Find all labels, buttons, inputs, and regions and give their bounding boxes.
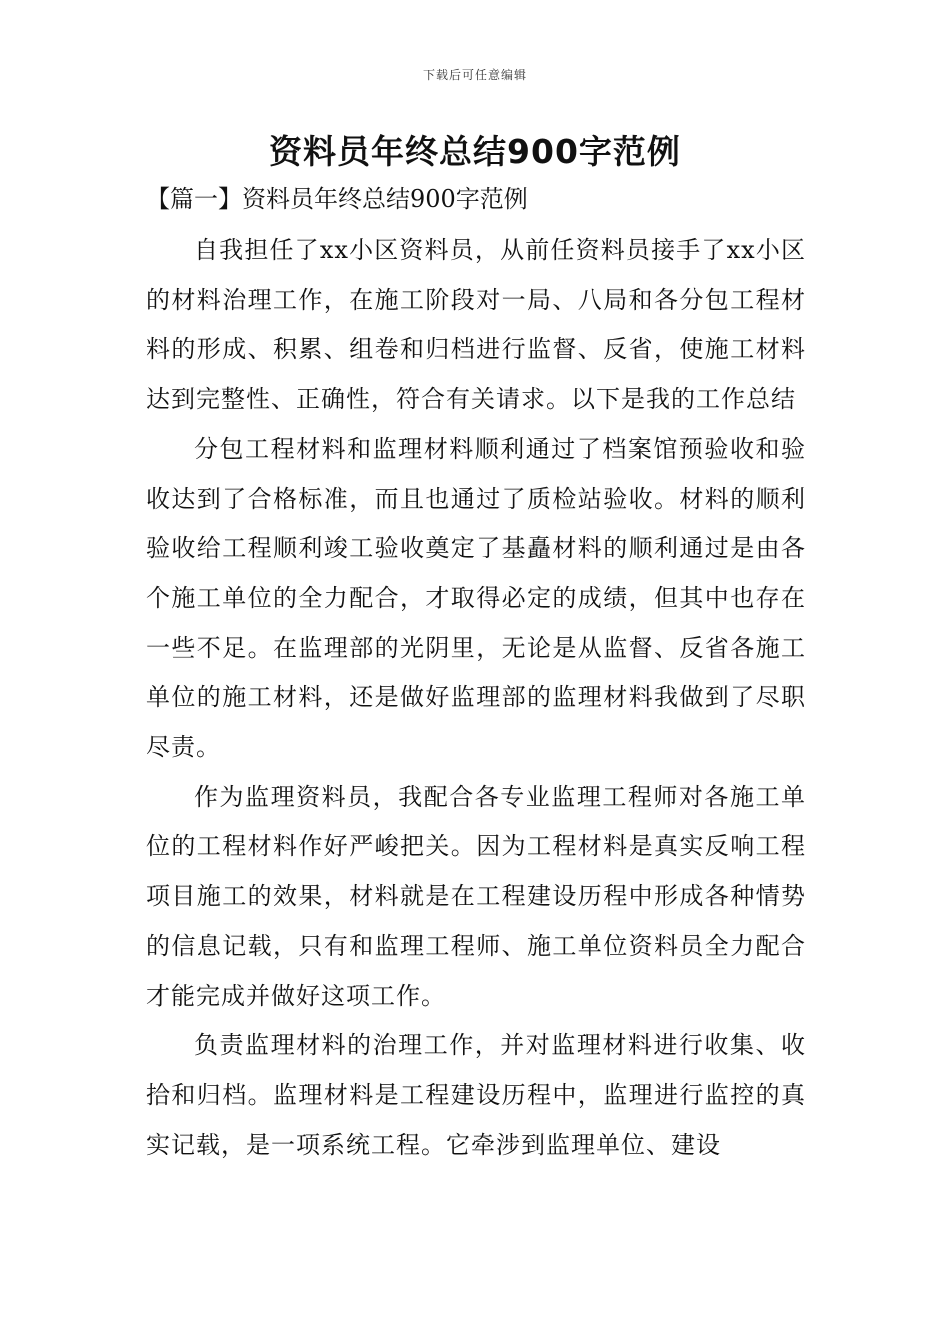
paragraph-2: 分包工程材料和监理材料顺利通过了档案馆预验收和验收达到了合格标准，而且也通过了质检站验收。材料的顺利验收给工程顺利竣工验收奠定了基矗材料的顺利通过是由各个施工单位的全力配合，才取得必定的成绩，但其中也存在一些不足。在监理部的光阴里，无论是从监督、反省各施工单位的施工材料，还是做好监理部的监理材料我做到了尽职尽责。 [146,434,806,762]
section-heading: 【篇一】资料员年终总结900字范例 [146,185,528,213]
body-text [146,226,806,1170]
paragraph-3: 作为监理资料员，我配合各专业监理工程师对各施工单位的工程材料作好严峻把关。因为工程材料是真实反响工程项目施工的效果，材料就是在工程建设历程中形成各种情势的信息记载，只有和监理工程师、施工单位资料员全力配合才能完成并做好这项工作。 [146,782,806,1010]
paragraph-4: 负责监理材料的治理工作，并对监理材料进行收集、收拾和归档。监理材料是工程建设历程中，监理进行监控的真实记载，是一项系统工程。它牵涉到监理单位、建设 [146,1031,806,1159]
document-title: 资料员年终总结900字范例 [269,132,681,171]
paragraph-1: 自我担任了xx小区资料员，从前任资料员接手了xx小区的材料治理工作，在施工阶段对一局、八局和各分包工程材料的形成、积累、组卷和归档进行监督、反省，使施工材料达到完整性、正确性，符合有关请求。以下是我的工作总结 [146,236,806,414]
header-note: 下载后可任意编辑 [422,68,527,82]
